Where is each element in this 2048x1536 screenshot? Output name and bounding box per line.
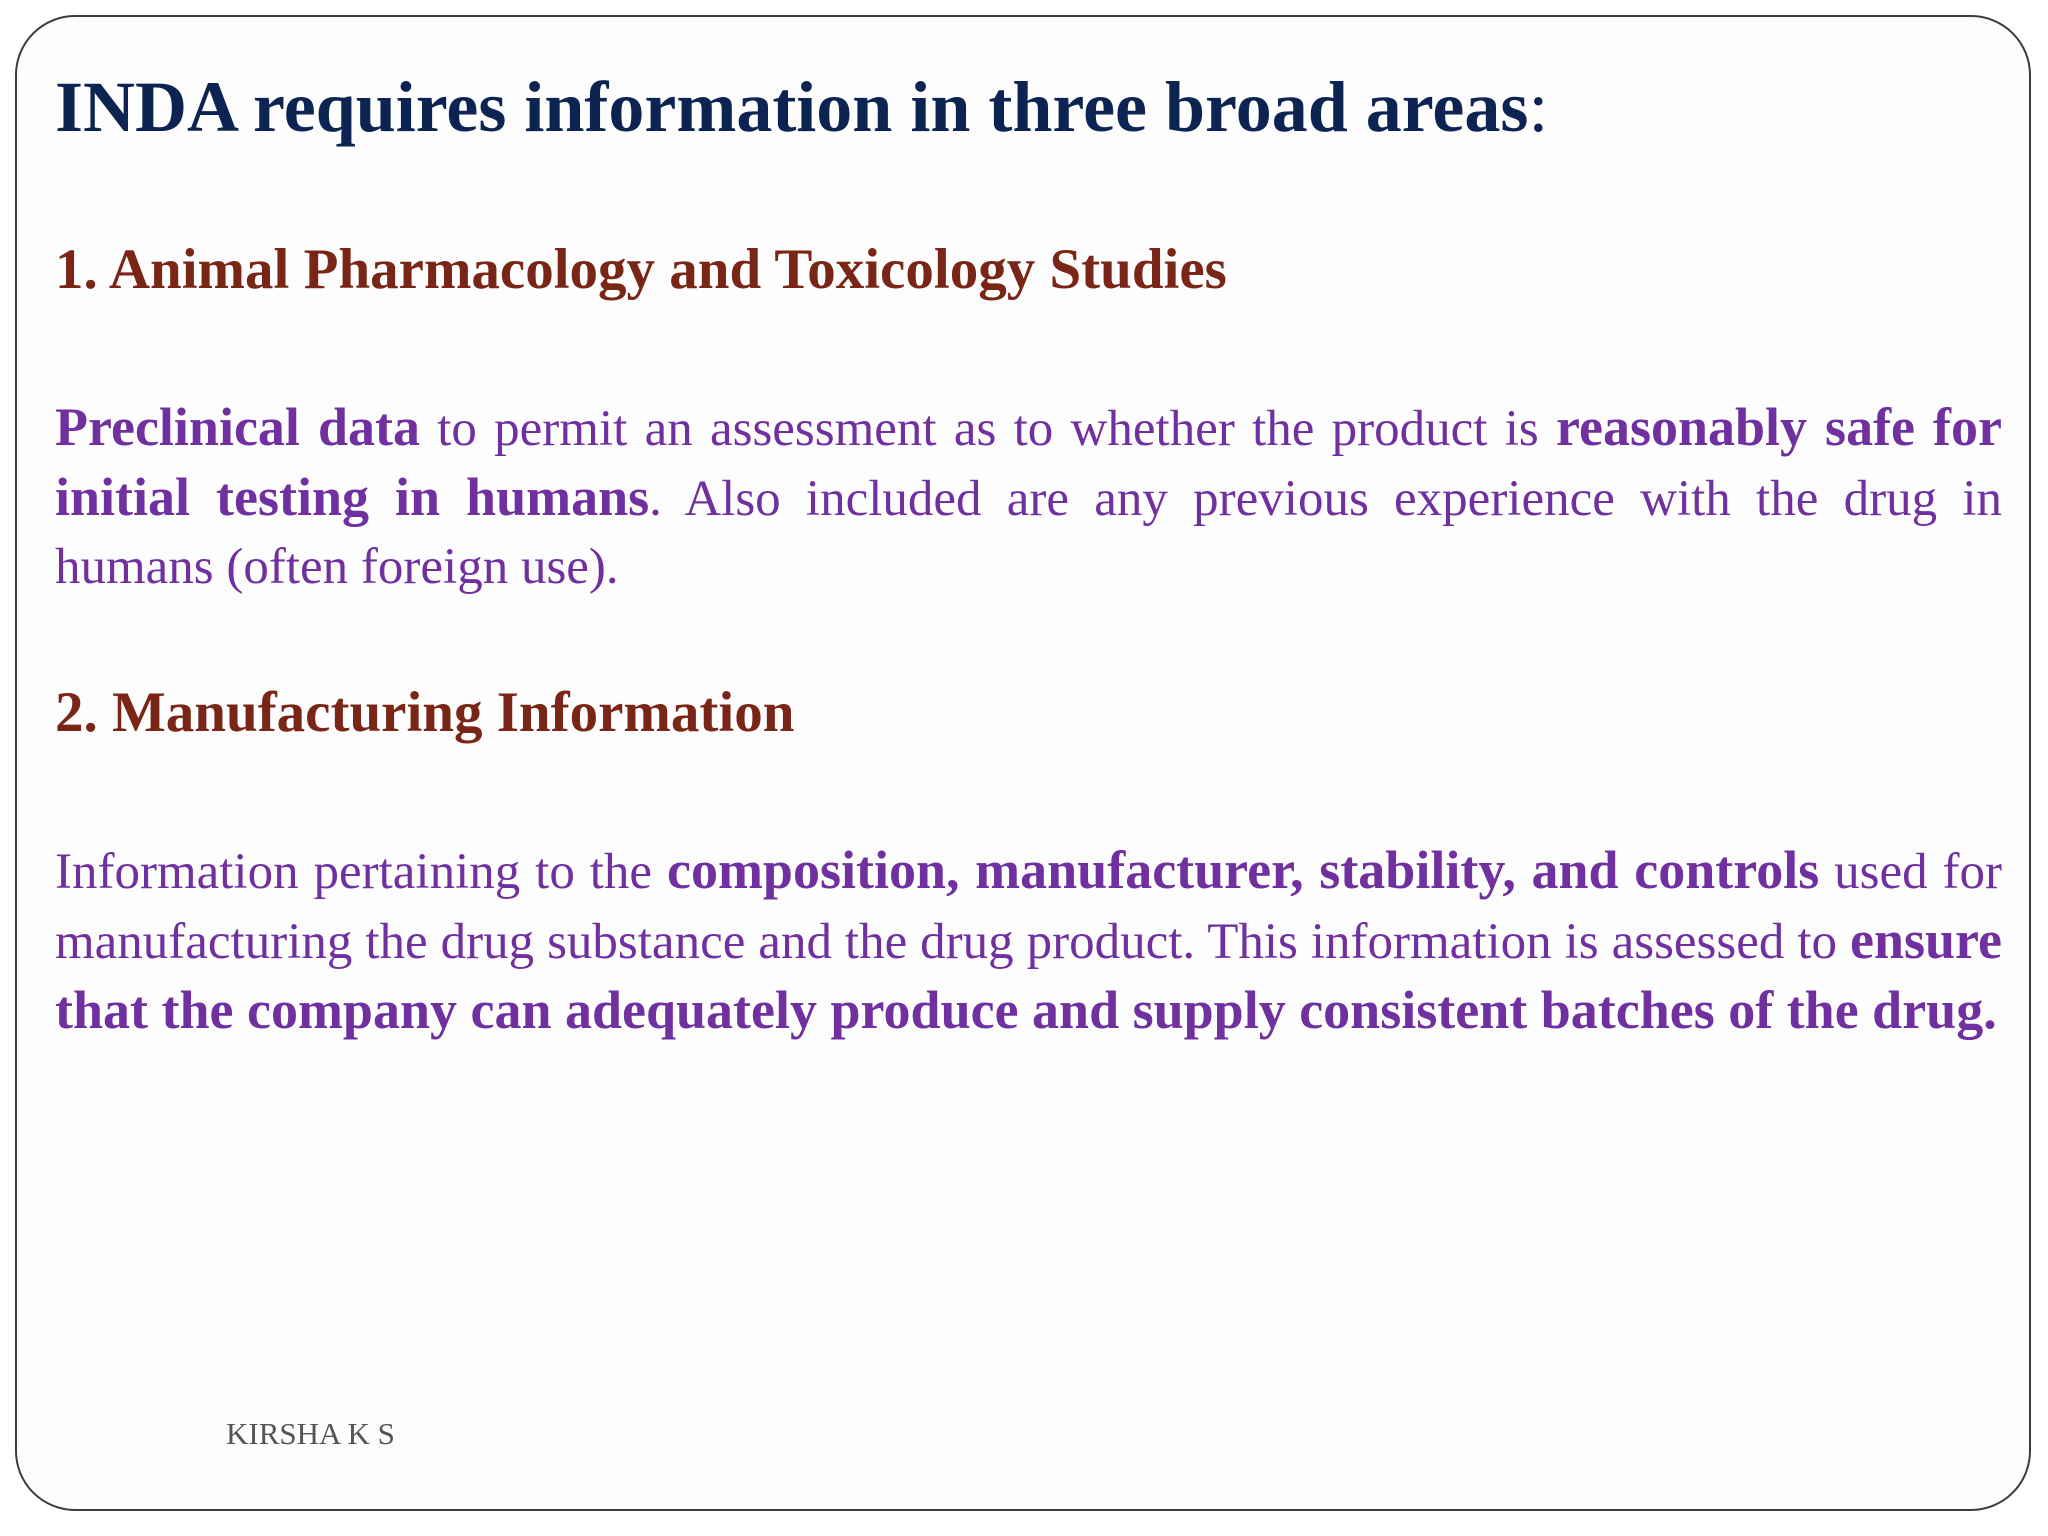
section-1-heading: 1. Animal Pharmacology and Toxicology Studies (55, 238, 1227, 301)
slide-title-colon: : (1528, 67, 1549, 147)
section-1-bold-2: reasonably safe for initial testing in humans (55, 397, 2002, 527)
section-1-bold-1: Preclinical data (55, 397, 420, 457)
section-2-bold-2: ensure that the company can adequately produce and supply consistent batches of the drug. (55, 910, 2002, 1040)
section-2-bold-1: composition, manufacturer, stability, and controls (666, 840, 1820, 900)
slide-title (55, 62, 1548, 152)
slide-title-text: INDA requires information in three broad areas (55, 67, 1529, 147)
section-2-text-1: Information pertaining to the (55, 844, 667, 900)
section-2-text-2: used for manufacturing the drug substance and the drug product. This information is assessed to (55, 844, 2003, 970)
slide-footer-author: KIRSHA K S (226, 1416, 395, 1451)
section-1-paragraph (55, 393, 2002, 601)
section-1-text-2: . Also included are any previous experience with the drug in humans (often foreign use). (55, 471, 2003, 595)
section-1-text-1: to permit an assessment as to whether the product is (419, 401, 1556, 457)
section-2-paragraph (55, 836, 2002, 1046)
section-2-heading: 2. Manufacturing Information (55, 681, 795, 744)
